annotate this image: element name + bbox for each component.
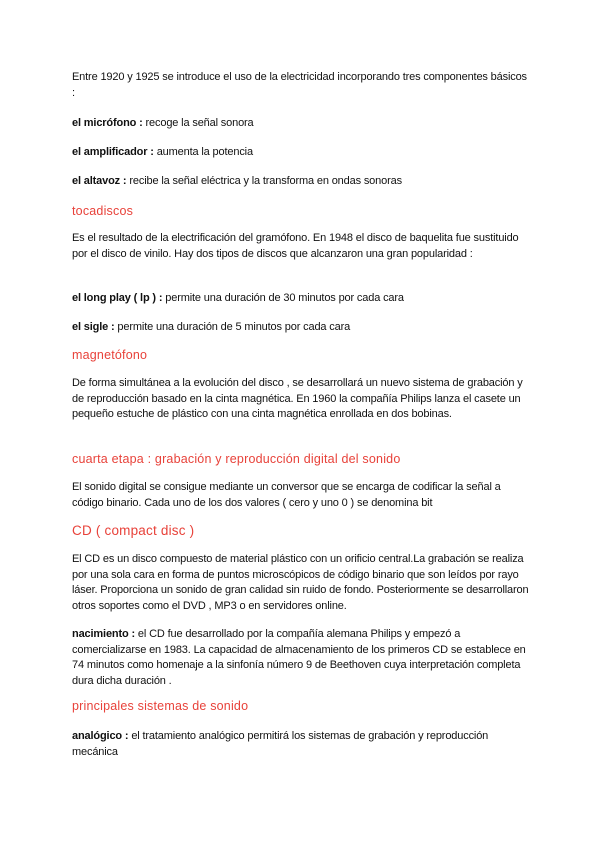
term-label: el long play ( lp ) : xyxy=(72,292,163,304)
term-label: nacimiento : xyxy=(72,628,135,640)
cuarta-etapa-paragraph: El sonido digital se consigue mediante un conversor que se encarga de codificar la señal a código binario. Cada uno de los dos valores ( cero y uno 0 ) se denomina bit xyxy=(72,481,501,509)
term-label: el amplificador : xyxy=(72,146,154,158)
term-desc: recoge la señal sonora xyxy=(142,117,254,129)
heading-cd: CD ( compact disc ) xyxy=(72,523,195,538)
component-microfono xyxy=(72,116,532,132)
term-desc: recibe la señal eléctrica y la transforma en ondas sonoras xyxy=(126,175,402,187)
tocadiscos-paragraph: Es el resultado de la electrificación del gramófono. En 1948 el disco de baquelita fue sustituido por el disco de vinilo. Hay dos tipos de discos que alcanzaron una gran popularidad : xyxy=(72,232,519,260)
intro-paragraph xyxy=(72,70,532,101)
term-desc: permite una duración de 30 minutos por cada cara xyxy=(162,292,404,304)
component-altavoz xyxy=(72,174,532,190)
term-desc: el tratamiento analógico permitirá los sistemas de grabación y reproducción mecánica xyxy=(72,730,489,758)
heading-magnetofono: magnetófono xyxy=(72,348,148,362)
analogico-paragraph xyxy=(72,729,532,760)
term-desc: el CD fue desarrollado por la compañía alemana Philips y empezó a comercializarse en 1983. La capacidad de almacenamiento de los primeros CD se establece en 74 minutos como homenaje a la sinfonía número 9 de Beethoven cuya interpretación completa dura dicha duración . xyxy=(72,628,526,687)
term-desc: aumenta la potencia xyxy=(153,146,253,158)
term-desc: permite una duración de 5 minutos por cada cara xyxy=(114,321,351,333)
heading-tocadiscos: tocadiscos xyxy=(72,204,134,218)
nacimiento-paragraph xyxy=(72,627,532,689)
magnetofono-paragraph: De forma simultánea a la evolución del disco , se desarrollará un nuevo sistema de grabación y de reproducción basado en la cinta magnética. En 1960 la compañía Philips lanza el casete un pequeño estuche de plástico con una cinta magnética enrollada en dos bobinas. xyxy=(72,377,523,421)
cd-paragraph: El CD es un disco compuesto de material plástico con un orificio central.La grabación se realiza por una sola cara en forma de puntos microscópicos de código binario que son leídos por rayo láser. Proporciona un sonido de gran calidad sin ruido de fondo. Posteriormente se desarrollaron otros soportes como el DVD , MP3 o en servidores online. xyxy=(72,553,529,612)
term-label: analógico : xyxy=(72,730,129,742)
item-sigle xyxy=(72,320,532,336)
term-label: el altavoz : xyxy=(72,175,127,187)
term-label: el micrófono : xyxy=(72,117,143,129)
item-long-play xyxy=(72,291,532,307)
heading-cuarta-etapa: cuarta etapa : grabación y reproducción digital del sonido xyxy=(72,452,401,466)
component-amplificador xyxy=(72,145,532,161)
heading-sistemas: principales sistemas de sonido xyxy=(72,699,249,713)
term-label: el sigle : xyxy=(72,321,115,333)
intro-text: Entre 1920 y 1925 se introduce el uso de la electricidad incorporando tres componentes básicos : xyxy=(72,71,527,99)
